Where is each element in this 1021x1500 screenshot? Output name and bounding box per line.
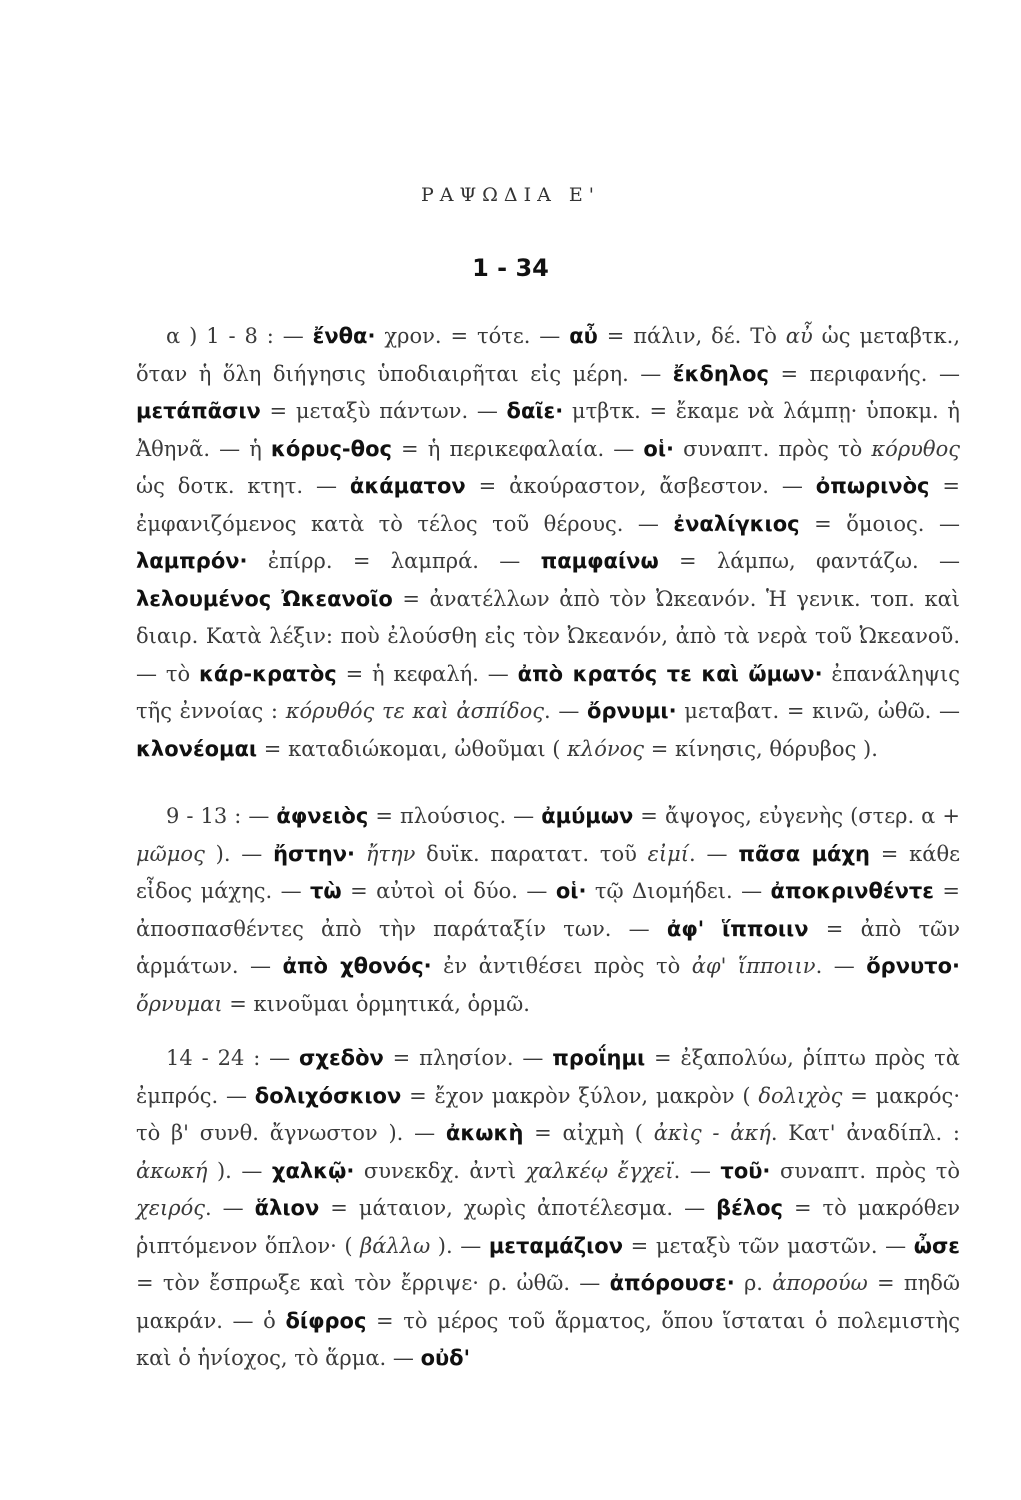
verse-range-title: 1 - 34 <box>472 254 549 282</box>
italic-citation: κόρυθος <box>871 436 960 461</box>
gloss-text: = μακρός· τὸ β' συνθ. ἄγνωστον ). — <box>136 1083 960 1145</box>
headword: ὦσε <box>913 1233 960 1258</box>
gloss-text: = ἐξαπολύω, ῥίπτω πρὸς τὰ ἐμπρός. — <box>136 1046 960 1108</box>
headword: οἱ· <box>643 436 674 461</box>
headword: μεταμάζιον <box>488 1233 624 1258</box>
headword: λελουμένος Ὠκεανοῖο <box>136 586 393 611</box>
gloss-text: . — <box>673 1158 721 1183</box>
gloss-text: = ἡ περικεφαλαία. — <box>391 436 644 461</box>
commentary-paragraph-9-13 <box>136 798 960 1023</box>
italic-citation: ἀκωκή <box>136 1158 208 1183</box>
gloss-text: = αὐτοὶ οἱ δύο. — <box>341 879 556 903</box>
gloss-text: ). — <box>430 1233 489 1258</box>
gloss-text: = μεταξὺ πάντων. — <box>260 399 507 423</box>
headword: κλονέομαι <box>136 736 258 761</box>
headword: ἔνθα· <box>312 324 376 348</box>
gloss-text: μεταβατ. = κινῶ, ὠθῶ. — <box>676 699 960 723</box>
gloss-text: = μάταιον, χωρὶς ἀποτέλεσμα. — <box>319 1196 717 1220</box>
gloss-text: συναπτ. πρὸς τὸ <box>770 1158 960 1183</box>
italic-citation: βάλλω <box>360 1233 431 1258</box>
gloss-text: . — <box>204 1196 255 1220</box>
gloss-text: = ἀκούραστον, ἄσβεστον. — <box>465 474 816 498</box>
headword: ἀκωκὴ <box>445 1121 524 1145</box>
italic-citation: ἀκὶς - ἀκή <box>653 1121 771 1145</box>
gloss-text: = καταδιώκομαι, ὠθοῦμαι ( <box>257 736 568 761</box>
headword: κόρυς-θος <box>270 436 392 461</box>
headword: αὖ <box>569 324 598 348</box>
headword: ἀποκρινθέντε <box>770 879 934 903</box>
headword: ἀφ' ἵπποιιν <box>666 916 809 941</box>
gloss-text: ὡς δοτκ. κτητ. — <box>136 474 350 498</box>
headword: μετάπᾶσιν <box>136 399 261 423</box>
gloss-text: = ἡ κεφαλή. — <box>336 661 518 686</box>
gloss-text: = πλούσιος. — <box>368 804 542 828</box>
headword: χαλκῷ· <box>271 1158 355 1183</box>
paragraph-text <box>136 1040 960 1378</box>
headword: ἀπόρουσε· <box>609 1271 735 1295</box>
gloss-text: = πλησίον. — <box>383 1046 553 1070</box>
italic-citation: μῶμος <box>136 841 205 866</box>
gloss-text: = τὸ μακρόθεν ῥιπτόμενον ὅπλον· ( <box>136 1196 961 1258</box>
headword: τὼ <box>310 879 342 903</box>
italic-citation: χειρός <box>136 1196 205 1220</box>
gloss-text: ἐπίρρ. = λαμπρά. — <box>247 549 541 573</box>
gloss-text: = αἰχμὴ ( <box>523 1121 654 1145</box>
italic-citation: ἀπορούω <box>772 1271 868 1295</box>
gloss-text: δυϊκ. παρατατ. τοῦ <box>415 841 648 866</box>
gloss-text: . Κατ' ἀναδίπλ. : <box>770 1121 960 1145</box>
gloss-text: = κίνησις, θόρυβος ). <box>644 736 878 761</box>
gloss-text: = ἀποσπασθέντες ἀπὸ τὴν παράταξίν των. — <box>136 879 960 941</box>
gloss-text: συνεκδχ. ἀντὶ <box>354 1158 526 1183</box>
headword: ἀφνειὸς <box>276 804 369 828</box>
gloss-text: ρ. <box>734 1271 773 1295</box>
gloss-text: . — <box>689 841 739 866</box>
gloss-text: = πάλιν, δέ. Τὸ <box>597 324 786 348</box>
paragraph-text <box>136 318 960 768</box>
gloss-text: ). — <box>204 841 274 866</box>
headword: ἐναλίγκιος <box>673 511 800 536</box>
paragraph-text <box>136 798 960 1023</box>
headword: ἀκάματον <box>349 474 466 498</box>
italic-citation: ἤτην <box>365 841 416 866</box>
gloss-text: 14 - 24 : — <box>166 1046 300 1070</box>
gloss-text: = ὅμοιος. — <box>799 511 960 536</box>
headword: ὀπωρινὸς <box>815 474 930 498</box>
gloss-text: = ἔχον μακρὸν ξύλον, μακρὸν ( <box>401 1083 759 1108</box>
gloss-text: τῷ Διομήδει. — <box>586 879 771 903</box>
headword: προΐημι <box>552 1046 646 1070</box>
gloss-text: ὡς μεταβτκ., ὅταν ἡ ὅλη διήγησις ὑποδιαιρῆται εἰς μέρη. — <box>136 324 960 386</box>
gloss-text: = κάθε εἶδος μάχης. — <box>136 841 960 903</box>
italic-citation: κόρυθός τε καὶ ἀσπίδος <box>285 699 544 723</box>
gloss-text: ἐπανάληψις τῆς ἐννοίας : <box>136 661 960 723</box>
gloss-text: = ἀνατέλλων ἀπὸ τὸν Ὠκεανόν. Ἡ γενικ. τοπ. καὶ διαιρ. Κατὰ λέξιν: ποὺ ἐλούσθη εἰς τὸν Ὠκεανόν, ἀπὸ τὰ νερὰ τοῦ Ὠκεανοῦ. — τὸ <box>136 586 961 686</box>
headword: ὄρνυμι· <box>587 699 677 723</box>
gloss-text: χρον. = τότε. — <box>375 324 570 348</box>
headword: δίφρος <box>285 1308 367 1333</box>
headword: τοῦ· <box>720 1158 771 1183</box>
headword: οὐδ' <box>420 1346 471 1370</box>
gloss-text: μτβτκ. = ἔκαμε νὰ λάμπῃ· ὑποκμ. ἡ Ἀθηνᾶ. — ἡ <box>136 399 960 461</box>
italic-citation: χαλκέῳ ἔγχεϊ <box>525 1158 674 1183</box>
headword: ἀμύμων <box>541 804 634 828</box>
gloss-text: . — <box>815 954 867 978</box>
italic-citation: εἰμί <box>647 841 690 866</box>
headword: λαμπρόν· <box>136 549 248 573</box>
gloss-text: = τὸ μέρος τοῦ ἅρματος, ὅπου ἵσταται ὁ πολεμιστὴς καὶ ὁ ἡνίοχος, τὸ ἅρμα. — <box>136 1308 961 1370</box>
gloss-text: = πηδῶ μακράν. — ὁ <box>136 1271 960 1333</box>
headword: ἅλιον <box>254 1196 320 1220</box>
commentary-paragraph-14-24 <box>136 1040 960 1378</box>
italic-citation: ὄρνυμαι <box>136 991 223 1016</box>
headword: ἀπὸ κρατός τε καὶ ὤμων· <box>517 661 823 686</box>
headword: βέλος <box>716 1196 783 1220</box>
gloss-text: = λάμπω, φαντάζω. — <box>658 549 960 573</box>
gloss-text: συναπτ. πρὸς τὸ <box>674 436 872 461</box>
gloss-text: ). — <box>207 1158 272 1183</box>
gloss-text: = ἀπὸ τῶν ἁρμάτων. — <box>136 916 960 978</box>
italic-citation: ἀφ' ἵπποιιν <box>691 954 816 978</box>
gloss-text: ἐν ἀντιθέσει πρὸς τὸ <box>431 954 692 978</box>
headword: δαῖε· <box>506 399 564 423</box>
headword: σχεδὸν <box>299 1046 384 1070</box>
rhapsody-heading: ΡΑΨΩΔΙΑ Ε' <box>420 184 600 206</box>
gloss-text: = ἄψογος, εὐγενὴς (στερ. α + <box>633 804 960 828</box>
headword: παμφαίνω <box>540 549 659 573</box>
gloss-text: = ἐμφανιζόμενος κατὰ τὸ τέλος τοῦ θέρους. — <box>136 474 960 536</box>
gloss-text: . — <box>543 699 588 723</box>
italic-citation: κλόνος <box>567 736 645 761</box>
headword: κάρ-κρατὸς <box>198 661 337 686</box>
headword: ἤστην· <box>273 841 356 866</box>
headword: ἀπὸ χθονός· <box>282 954 432 978</box>
gloss-text: = περιφανής. — <box>768 361 960 386</box>
italic-citation: αὖ <box>785 324 813 348</box>
gloss-text: 9 - 13 : — <box>166 804 277 828</box>
gloss-text: α ) 1 - 8 : — <box>166 324 313 348</box>
italic-citation: δολιχὸς <box>758 1083 843 1108</box>
headword: ἔκδηλος <box>672 361 769 386</box>
headword: ὄρνυτο· <box>866 954 960 978</box>
gloss-text: = κινοῦμαι ὁρμητικά, ὁρμῶ. <box>222 991 530 1016</box>
gloss-text <box>355 842 366 866</box>
headword: πᾶσα μάχη <box>738 841 870 866</box>
gloss-text: = μεταξὺ τῶν μαστῶν. — <box>623 1233 914 1258</box>
commentary-paragraph-1-8 <box>136 318 960 768</box>
gloss-text: = τὸν ἔσπρωξε καὶ τὸν ἔρριψε· ρ. ὠθῶ. — <box>136 1271 610 1295</box>
headword: δολιχόσκιον <box>254 1083 402 1108</box>
headword: οἱ· <box>555 879 587 903</box>
